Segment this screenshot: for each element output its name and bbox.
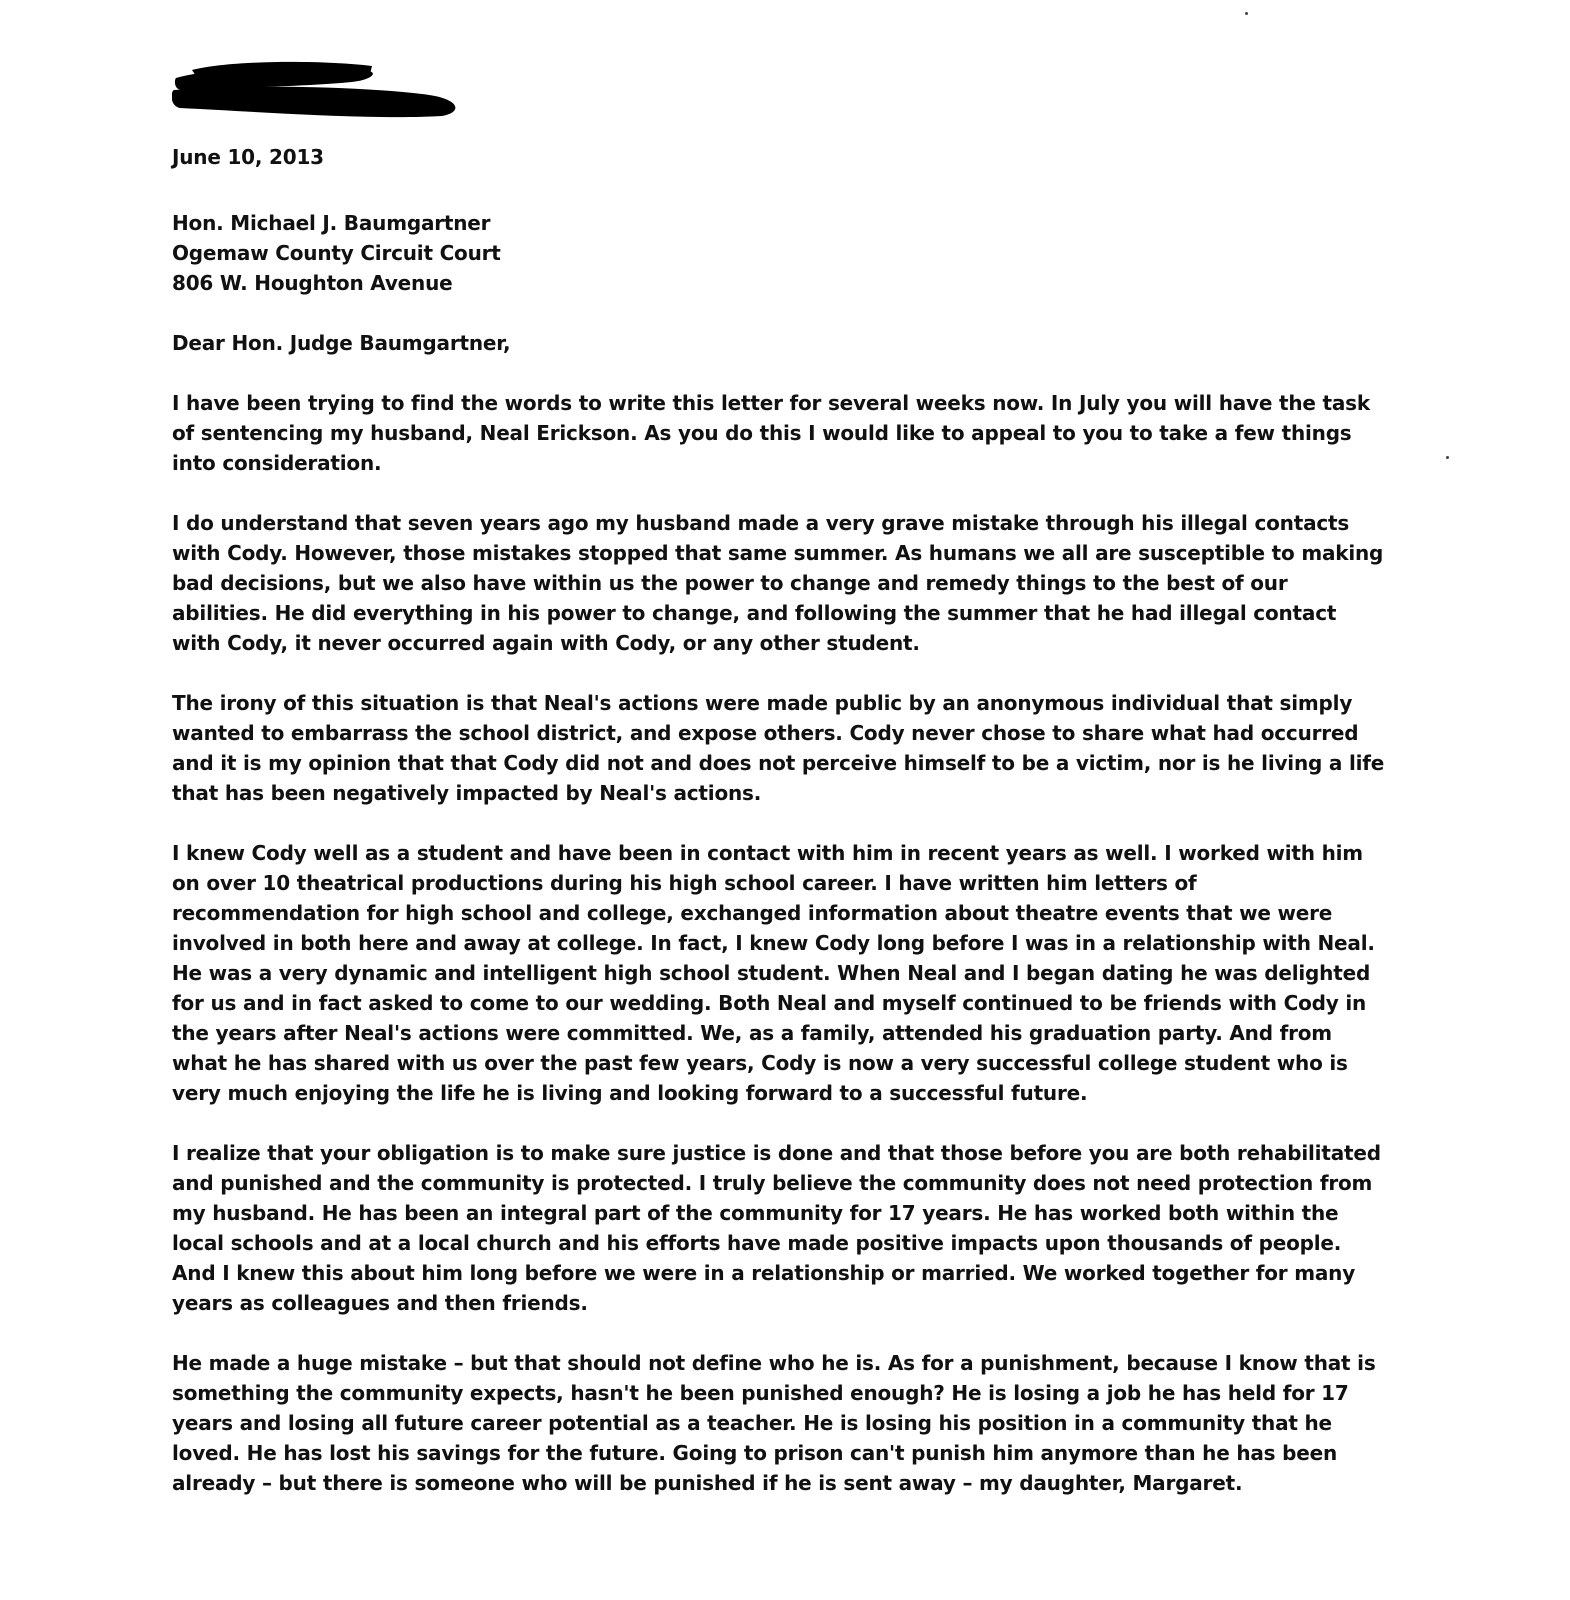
recipient-court: Ogemaw County Circuit Court (172, 241, 501, 265)
salutation: Dear Hon. Judge Baumgartner, (172, 331, 511, 355)
recipient-name: Hon. Michael J. Baumgartner (172, 211, 491, 235)
paragraph-6: He made a huge mistake – but that should not define who he is. As for a punishment, because I know that is something the community expects, hasn't he been punished enough? He is losing a job he has held for 17 years and losing all future career potential as a teacher. He is losing his position in a community that he loved. He has lost his savings for the future. Going to prison can't punish him anymore than he has been already – but there is someone who will be punished if he is sent away – my daughter, Margaret. (172, 1351, 1376, 1495)
paragraph-3: The irony of this situation is that Neal's actions were made public by an anonymous individual that simply wanted to embarrass the school district, and expose others. Cody never chose to share what had occurred and it is my opinion that that Cody did not and does not perceive himself to be a victim, nor is he living a life that has been negatively impacted by Neal's actions. (172, 691, 1385, 805)
scan-speck (1245, 12, 1248, 15)
recipient-address (172, 208, 1387, 298)
letter-date: June 10, 2013 (172, 145, 324, 169)
paragraph-5: I realize that your obligation is to make sure justice is done and that those before you are both rehabilitated and punished and the community is protected. I truly believe the community does not need protection from my husband. He has been an integral part of the community for 17 years. He has worked both within the local schools and at a local church and his efforts have made positive impacts upon thousands of people. And I knew this about him long before we were in a relationship or married. We worked together for many years as colleagues and then friends. (172, 1141, 1381, 1315)
paragraph-2: I do understand that seven years ago my husband made a very grave mistake through his illegal contacts with Cody. However, those mistakes stopped that same summer. As humans we all are susceptible to making bad decisions, but we also have within us the power to change and remedy things to the best of our abilities. He did everything in his power to change, and following the summer that he had illegal contact with Cody, it never occurred again with Cody, or any other student. (172, 511, 1384, 655)
scan-speck (1446, 456, 1449, 459)
paragraph-1: I have been trying to find the words to write this letter for several weeks now. In July you will have the task of sentencing my husband, Neal Erickson. As you do this I would like to appeal to you to take a few things into consideration. (172, 391, 1370, 475)
paragraph-4: I knew Cody well as a student and have been in contact with him in recent years as well. I worked with him on over 10 theatrical productions during his high school career. I have written him letters of recommendation for high school and college, exchanged information about theatre events that we were involved in both here and away at college. In fact, I knew Cody long before I was in a relationship with Neal. He was a very dynamic and intelligent high school student. When Neal and I began dating he was delighted for us and in fact asked to come to our wedding. Both Neal and myself continued to be friends with Cody in the years after Neal's actions were committed. We, as a family, attended his graduation party. And from what he has shared with us over the past few years, Cody is now a very successful college student who is very much enjoying the life he is living and looking forward to a successful future. (172, 841, 1375, 1105)
recipient-street: 806 W. Houghton Avenue (172, 271, 453, 295)
letter-body (172, 142, 1387, 1528)
redaction-mark (172, 60, 462, 120)
